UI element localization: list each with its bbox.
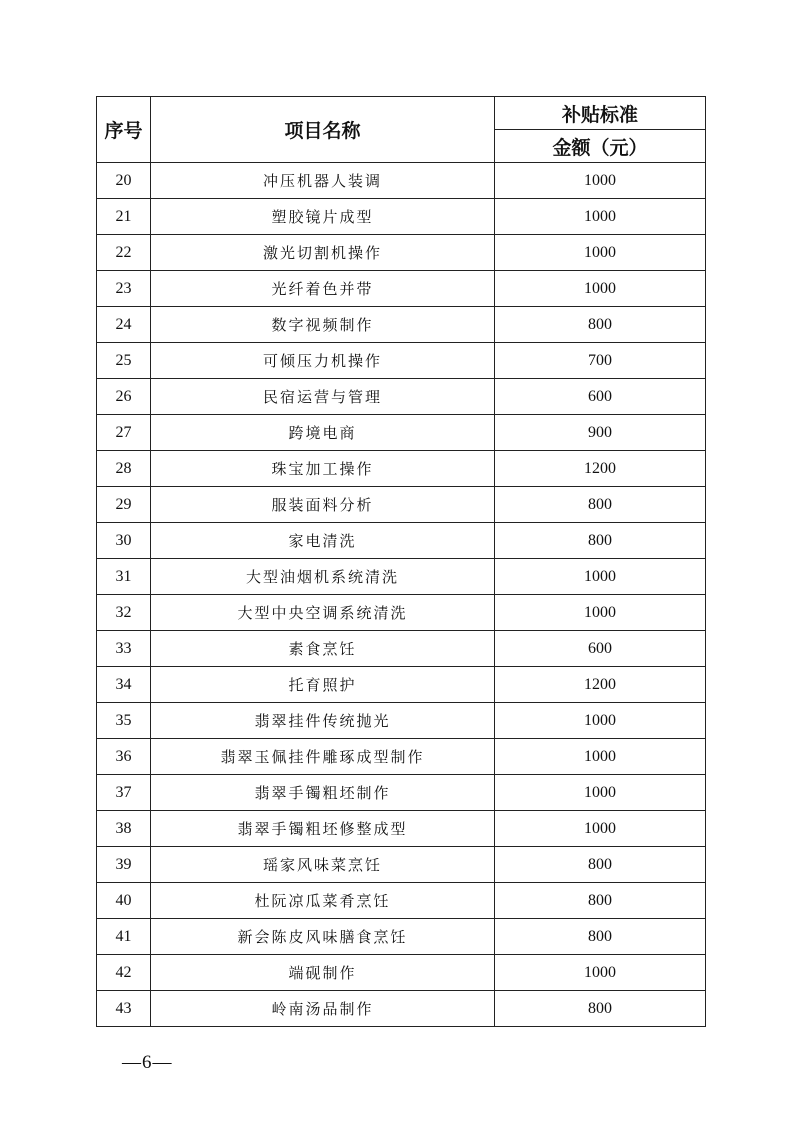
- row-project-name: 可倾压力机操作: [151, 343, 495, 379]
- table-row: [97, 307, 706, 343]
- row-subsidy-amount: 800: [495, 307, 706, 343]
- row-serial-number: 21: [97, 199, 151, 235]
- table-row: [97, 271, 706, 307]
- row-subsidy-amount: 600: [495, 379, 706, 415]
- row-serial-number: 20: [97, 163, 151, 199]
- table-row: [97, 991, 706, 1027]
- row-project-name: 激光切割机操作: [151, 235, 495, 271]
- table-row: [97, 847, 706, 883]
- row-serial-number: 30: [97, 523, 151, 559]
- row-project-name: 翡翠手镯粗坯制作: [151, 775, 495, 811]
- row-subsidy-amount: 1200: [495, 667, 706, 703]
- row-serial-number: 36: [97, 739, 151, 775]
- row-project-name: 杜阮凉瓜菜肴烹饪: [151, 883, 495, 919]
- row-serial-number: 43: [97, 991, 151, 1027]
- row-project-name: 光纤着色并带: [151, 271, 495, 307]
- row-project-name: 翡翠玉佩挂件雕琢成型制作: [151, 739, 495, 775]
- row-subsidy-amount: 1000: [495, 955, 706, 991]
- table-header: [97, 97, 706, 163]
- row-project-name: 家电清洗: [151, 523, 495, 559]
- table-row: [97, 451, 706, 487]
- row-project-name: 托育照护: [151, 667, 495, 703]
- row-subsidy-amount: 800: [495, 847, 706, 883]
- row-subsidy-amount: 1000: [495, 739, 706, 775]
- table-row: [97, 631, 706, 667]
- row-project-name: 翡翠挂件传统抛光: [151, 703, 495, 739]
- row-serial-number: 42: [97, 955, 151, 991]
- table-row: [97, 235, 706, 271]
- row-project-name: 岭南汤品制作: [151, 991, 495, 1027]
- table-row: [97, 487, 706, 523]
- row-serial-number: 24: [97, 307, 151, 343]
- table-row: [97, 379, 706, 415]
- row-subsidy-amount: 1000: [495, 595, 706, 631]
- table-row: [97, 595, 706, 631]
- subsidy-table-container: [96, 96, 705, 1027]
- row-subsidy-amount: 800: [495, 523, 706, 559]
- table-row: [97, 739, 706, 775]
- row-serial-number: 23: [97, 271, 151, 307]
- table-row: [97, 703, 706, 739]
- row-project-name: 冲压机器人装调: [151, 163, 495, 199]
- header-subsidy-standard: 补贴标准: [495, 97, 706, 130]
- table-row: [97, 559, 706, 595]
- row-project-name: 服装面料分析: [151, 487, 495, 523]
- row-serial-number: 31: [97, 559, 151, 595]
- table-row: [97, 775, 706, 811]
- row-project-name: 端砚制作: [151, 955, 495, 991]
- header-amount-yuan: 金额（元）: [495, 130, 706, 163]
- row-subsidy-amount: 1000: [495, 235, 706, 271]
- row-serial-number: 41: [97, 919, 151, 955]
- row-subsidy-amount: 1000: [495, 199, 706, 235]
- row-project-name: 素食烹饪: [151, 631, 495, 667]
- row-subsidy-amount: 600: [495, 631, 706, 667]
- row-serial-number: 35: [97, 703, 151, 739]
- row-serial-number: 40: [97, 883, 151, 919]
- table-row: [97, 667, 706, 703]
- table-row: [97, 523, 706, 559]
- table-row: [97, 199, 706, 235]
- table-row: [97, 415, 706, 451]
- row-serial-number: 32: [97, 595, 151, 631]
- row-subsidy-amount: 1200: [495, 451, 706, 487]
- table-row: [97, 883, 706, 919]
- row-serial-number: 39: [97, 847, 151, 883]
- row-serial-number: 37: [97, 775, 151, 811]
- table-body: [97, 163, 706, 1027]
- row-serial-number: 33: [97, 631, 151, 667]
- row-subsidy-amount: 700: [495, 343, 706, 379]
- row-subsidy-amount: 800: [495, 919, 706, 955]
- row-serial-number: 29: [97, 487, 151, 523]
- row-serial-number: 38: [97, 811, 151, 847]
- row-project-name: 瑶家风味菜烹饪: [151, 847, 495, 883]
- row-project-name: 大型油烟机系统清洗: [151, 559, 495, 595]
- table-row: [97, 919, 706, 955]
- row-project-name: 大型中央空调系统清洗: [151, 595, 495, 631]
- row-serial-number: 34: [97, 667, 151, 703]
- row-subsidy-amount: 1000: [495, 703, 706, 739]
- row-project-name: 民宿运营与管理: [151, 379, 495, 415]
- row-subsidy-amount: 800: [495, 487, 706, 523]
- row-subsidy-amount: 1000: [495, 775, 706, 811]
- row-subsidy-amount: 800: [495, 883, 706, 919]
- header-serial-number: 序号: [97, 97, 151, 163]
- row-serial-number: 27: [97, 415, 151, 451]
- row-serial-number: 28: [97, 451, 151, 487]
- table-row: [97, 811, 706, 847]
- row-project-name: 数字视频制作: [151, 307, 495, 343]
- row-subsidy-amount: 1000: [495, 559, 706, 595]
- row-project-name: 珠宝加工操作: [151, 451, 495, 487]
- row-project-name: 塑胶镜片成型: [151, 199, 495, 235]
- row-serial-number: 22: [97, 235, 151, 271]
- row-project-name: 翡翠手镯粗坯修整成型: [151, 811, 495, 847]
- row-project-name: 新会陈皮风味膳食烹饪: [151, 919, 495, 955]
- row-subsidy-amount: 900: [495, 415, 706, 451]
- row-subsidy-amount: 1000: [495, 271, 706, 307]
- table-row: [97, 955, 706, 991]
- page-number: —6—: [122, 1052, 173, 1073]
- table-row: [97, 163, 706, 199]
- row-subsidy-amount: 1000: [495, 163, 706, 199]
- subsidy-table: [96, 96, 706, 1027]
- table-row: [97, 343, 706, 379]
- row-serial-number: 26: [97, 379, 151, 415]
- row-serial-number: 25: [97, 343, 151, 379]
- header-project-name: 项目名称: [151, 97, 495, 163]
- row-subsidy-amount: 1000: [495, 811, 706, 847]
- row-project-name: 跨境电商: [151, 415, 495, 451]
- row-subsidy-amount: 800: [495, 991, 706, 1027]
